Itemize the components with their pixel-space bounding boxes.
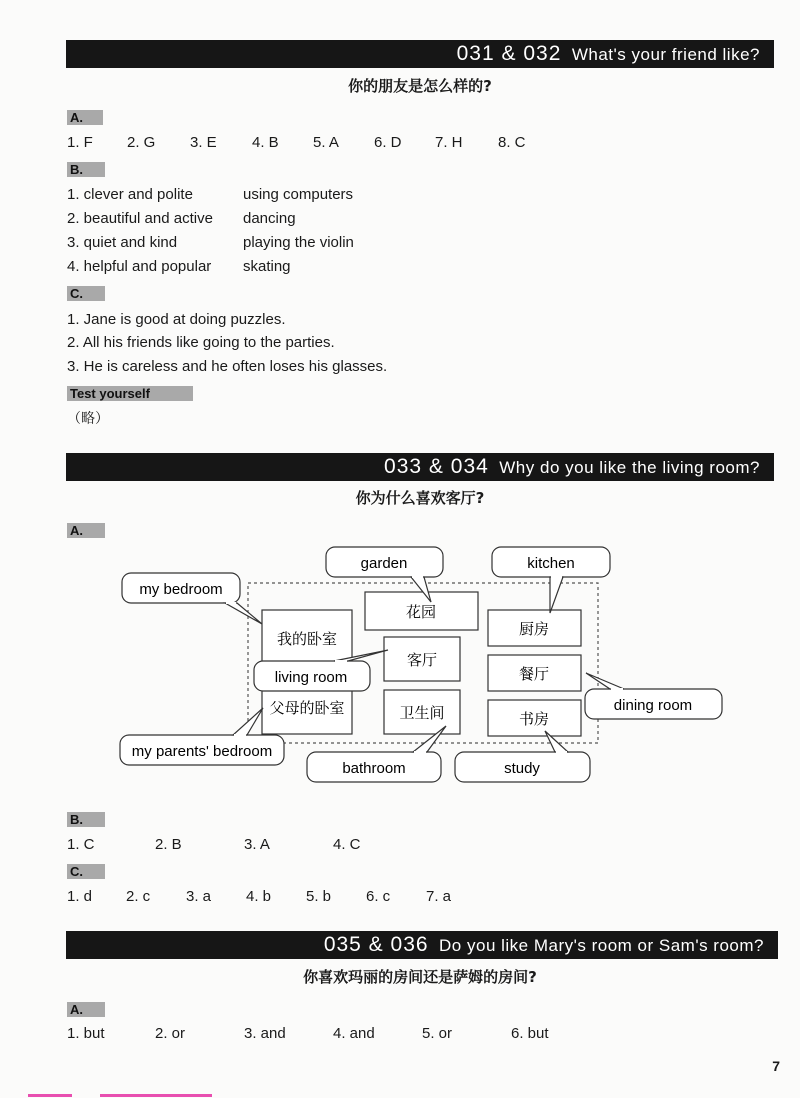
answer-item: 3. E	[190, 134, 217, 151]
chinese-subtitle: 你为什么喜欢客厅?	[355, 489, 485, 507]
section-title: Do you like Mary's room or Sam's room?	[439, 936, 764, 955]
callout-label: my bedroom	[139, 581, 223, 598]
answer-item: 8. C	[498, 134, 526, 151]
answer-item: 1. d	[67, 888, 93, 905]
section-number: 031 & 032	[456, 42, 562, 65]
callout-bubble	[492, 547, 610, 613]
match-left: 2. beautiful and active	[67, 210, 213, 227]
match-right: skating	[243, 258, 291, 275]
tag-b: B.	[67, 162, 105, 177]
omitted-note: （略）	[67, 411, 109, 427]
answer-item: 6. c	[366, 888, 391, 905]
answer-item: 4. B	[252, 134, 279, 151]
print-mark	[28, 1094, 72, 1097]
section-banner-035-036	[66, 931, 778, 959]
answer-item: 2. G	[127, 134, 156, 151]
section-number: 033 & 034	[384, 455, 489, 478]
answer-item: 5. A	[313, 134, 339, 151]
room-box	[488, 655, 581, 691]
room-label: 客厅	[406, 651, 438, 669]
callout-bubble	[585, 673, 722, 719]
room-label: 厨房	[518, 620, 550, 638]
section-title: What's your friend like?	[571, 45, 760, 64]
section-title: Why do you like the living room?	[499, 458, 760, 477]
sentence: 3. He is careless and he often loses his glasses.	[67, 358, 388, 375]
callout-bubble	[455, 731, 590, 782]
answer-item: 2. or	[155, 1025, 186, 1042]
room-box	[384, 690, 460, 734]
answer-item: 3. and	[244, 1025, 286, 1042]
callout-label: bathroom	[342, 760, 406, 777]
room-box	[488, 700, 581, 736]
section-number: 035 & 036	[323, 933, 429, 956]
answer-item: 4. b	[246, 888, 272, 905]
room-box	[262, 610, 352, 666]
answer-item: 5. or	[422, 1025, 453, 1042]
callout-label: dining room	[613, 697, 693, 714]
tag-b: B.	[67, 812, 105, 827]
callout-label: kitchen	[527, 555, 575, 572]
room-label: 餐厅	[518, 665, 550, 683]
tag-c: C.	[67, 286, 105, 301]
room-box	[365, 592, 478, 630]
room-label: 花园	[405, 603, 437, 621]
match-left: 3. quiet and kind	[67, 234, 178, 251]
tag-a: A.	[67, 1002, 105, 1017]
answer-item: 7. H	[435, 134, 463, 151]
tag-test-yourself: Test yourself	[67, 386, 193, 401]
room-label: 书房	[518, 710, 550, 728]
room-label: 卫生间	[399, 704, 445, 722]
callout-label: my parents' bedroom	[131, 743, 273, 760]
answer-item: 1. F	[67, 134, 93, 151]
answer-item: 2. c	[126, 888, 151, 905]
room-label: 父母的卧室	[269, 699, 345, 717]
match-left: 4. helpful and popular	[67, 258, 212, 275]
callout-label: garden	[360, 555, 408, 572]
room-box	[488, 610, 581, 646]
callout-label: study	[504, 760, 540, 777]
answer-item: 6. but	[511, 1025, 549, 1042]
print-mark	[100, 1094, 212, 1097]
answer-item: 2. B	[155, 836, 182, 853]
answer-item: 6. D	[374, 134, 402, 151]
match-right: dancing	[243, 210, 296, 227]
callout-bubble	[122, 573, 262, 624]
match-right: using computers	[243, 186, 354, 203]
page-number: 7	[772, 1058, 780, 1074]
answer-item: 5. b	[306, 888, 332, 905]
answer-item: 7. a	[426, 888, 452, 905]
sentence: 1. Jane is good at doing puzzles.	[67, 311, 286, 328]
chinese-subtitle: 你喜欢玛丽的房间还是萨姆的房间?	[303, 968, 537, 986]
room-label: 我的卧室	[276, 630, 338, 648]
room-box	[384, 637, 460, 681]
answer-item: 3. A	[244, 836, 270, 853]
tag-c: C.	[67, 864, 105, 879]
tag-a: A.	[67, 110, 103, 125]
callout-label: living room	[274, 669, 348, 686]
answer-item: 4. and	[333, 1025, 375, 1042]
callout-bubble	[120, 708, 284, 765]
chinese-subtitle: 你的朋友是怎么样的?	[348, 77, 492, 95]
answer-item: 1. but	[67, 1025, 105, 1042]
match-left: 1. clever and polite	[67, 186, 193, 203]
answer-item: 1. C	[67, 836, 95, 853]
answer-item: 4. C	[333, 836, 361, 853]
tag-a: A.	[67, 523, 105, 538]
answer-item: 3. a	[186, 888, 212, 905]
match-right: playing the violin	[243, 234, 354, 251]
sentence: 2. All his friends like going to the parties.	[67, 334, 335, 351]
